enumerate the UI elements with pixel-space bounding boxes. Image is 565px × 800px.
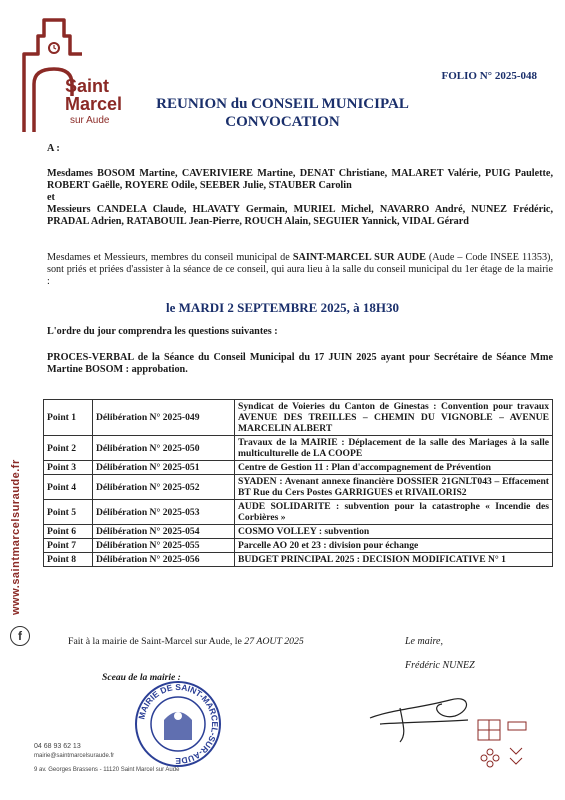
agenda-row xyxy=(44,400,553,436)
agenda-deliberation: Délibération N° 2025-056 xyxy=(93,553,235,567)
agenda-point: Point 5 xyxy=(44,500,93,525)
agenda-table xyxy=(43,399,553,567)
agenda-point: Point 1 xyxy=(44,400,93,436)
addressee-label: A : xyxy=(47,143,60,154)
agenda-point: Point 7 xyxy=(44,539,93,553)
decorative-motifs xyxy=(476,718,536,768)
agenda-deliberation: Délibération N° 2025-053 xyxy=(93,500,235,525)
agenda-object: Syndicat de Voieries du Canton de Ginestas : Convention pour travaux AVENUE DES TREILLES – CHEMIN DU VIGNOBLE – AVENUE MARCELIN ALBERT xyxy=(235,400,553,436)
agenda-deliberation: Délibération N° 2025-051 xyxy=(93,461,235,475)
agenda-object: COSMO VOLLEY : subvention xyxy=(235,525,553,539)
messieurs-list: Messieurs CANDELA Claude, HLAVATY Germain, MURIEL Michel, NAVARRO André, NUNEZ Frédéric, PRADAL Adrien, RATABOUIL Jean-Pierre, ROUCH Alain, SEGUIER Yannick, VIDAL Gérard xyxy=(47,204,553,227)
agenda-row xyxy=(44,436,553,461)
contact-address: 9 av. Georges Brassens - 11120 Saint Marcel sur Aude xyxy=(34,767,180,773)
meeting-datetime: le MARDI 2 SEPTEMBRE 2025, à 18H30 xyxy=(166,300,399,315)
intro-commune: SAINT-MARCEL SUR AUDE xyxy=(292,252,426,263)
agenda-object: Travaux de la MAIRIE : Déplacement de la salle des Mariages à la salle multiculturelle de LA COOPE xyxy=(235,436,553,461)
done-at-text: Fait à la mairie de Saint-Marcel sur Aude, le xyxy=(68,636,245,647)
agenda-object: Parcelle AO 20 et 23 : division pour échange xyxy=(235,539,553,553)
logo-line3: sur Aude xyxy=(70,115,110,126)
page-title: REUNION du CONSEIL MUNICIPAL xyxy=(156,96,409,112)
sidebar-website[interactable]: www.saintmarcelsuraude.fr xyxy=(10,459,22,615)
agenda-point: Point 2 xyxy=(44,436,93,461)
facebook-icon[interactable]: f xyxy=(10,626,30,646)
agenda-row xyxy=(44,500,553,525)
pv-approval: PROCES-VERBAL de la Séance du Conseil Municipal du 17 JUIN 2025 ayant pour Secrétaire de Séance Mme Martine BOSOM : approbation. xyxy=(47,352,553,375)
agenda-object: BUDGET PRINCIPAL 2025 : DECISION MODIFICATIVE N° 1 xyxy=(235,553,553,567)
contact-email[interactable]: mairie@saintmarcelsuraude.fr xyxy=(34,753,115,759)
agenda-deliberation: Délibération N° 2025-052 xyxy=(93,475,235,500)
mairie-seal xyxy=(134,680,222,768)
agenda-point: Point 8 xyxy=(44,553,93,567)
seal-label: Sceau de la mairie : xyxy=(102,672,181,683)
folio-number: FOLIO N° 2025-048 xyxy=(441,70,537,82)
mayor-label: Le maire, xyxy=(405,636,443,647)
et-label: et xyxy=(47,192,55,203)
mayor-name: Frédéric NUNEZ xyxy=(405,660,475,671)
agenda-deliberation: Délibération N° 2025-050 xyxy=(93,436,235,461)
svg-text:MAIRIE DE SAINT-MARCEL-SUR-AUD: MAIRIE DE SAINT-MARCEL-SUR-AUDE xyxy=(136,681,221,767)
agenda-deliberation: Délibération N° 2025-049 xyxy=(93,400,235,436)
agenda-point: Point 6 xyxy=(44,525,93,539)
intro-end: (Aude – Code INSEE 11353), sont priés et priées d'assister à la séance de ce conseil, qui aura lieu à la salle du conseil municipal du 1er étage de la mairie : xyxy=(47,252,553,287)
intro-start: Mesdames et Messieurs, membres du conseil municipal de xyxy=(47,252,293,263)
agenda-row xyxy=(44,539,553,553)
agenda-row xyxy=(44,553,553,567)
order-intro: L'ordre du jour comprendra les questions suivantes : xyxy=(47,326,278,337)
done-at xyxy=(68,636,304,648)
agenda-object: Centre de Gestion 11 : Plan d'accompagnement de Prévention xyxy=(235,461,553,475)
convocation-intro xyxy=(47,252,553,288)
agenda-deliberation: Délibération N° 2025-055 xyxy=(93,539,235,553)
logo-line1: Saint xyxy=(65,76,110,96)
mayor-signature xyxy=(360,680,480,750)
agenda-object: AUDE SOLIDARITE : subvention pour la catastrophe « Incendie des Corbières » xyxy=(235,500,553,525)
logo-line2: Marcel xyxy=(65,94,123,114)
mesdames-list: Mesdames BOSOM Martine, CAVERIVIERE Martine, DENAT Christiane, MALARET Valérie, PUIG Paulette, ROBERT Gaëlle, ROYERE Odile, SEEBER Julie, STAUBER Carolin xyxy=(47,168,553,191)
contact-phone: 04 68 93 62 13 xyxy=(34,743,81,750)
agenda-row xyxy=(44,461,553,475)
agenda-row xyxy=(44,525,553,539)
agenda-row xyxy=(44,475,553,500)
agenda-point: Point 4 xyxy=(44,475,93,500)
page-subtitle: CONVOCATION xyxy=(225,114,340,130)
agenda-point: Point 3 xyxy=(44,461,93,475)
agenda-deliberation: Délibération N° 2025-054 xyxy=(93,525,235,539)
done-at-date: 27 AOUT 2025 xyxy=(244,636,304,647)
agenda-object: SYADEN : Avenant annexe financière DOSSIER 21GNLT043 – Effacement BT Rue du Cers Postes GARRIGUES et RIVAILORIS2 xyxy=(235,475,553,500)
